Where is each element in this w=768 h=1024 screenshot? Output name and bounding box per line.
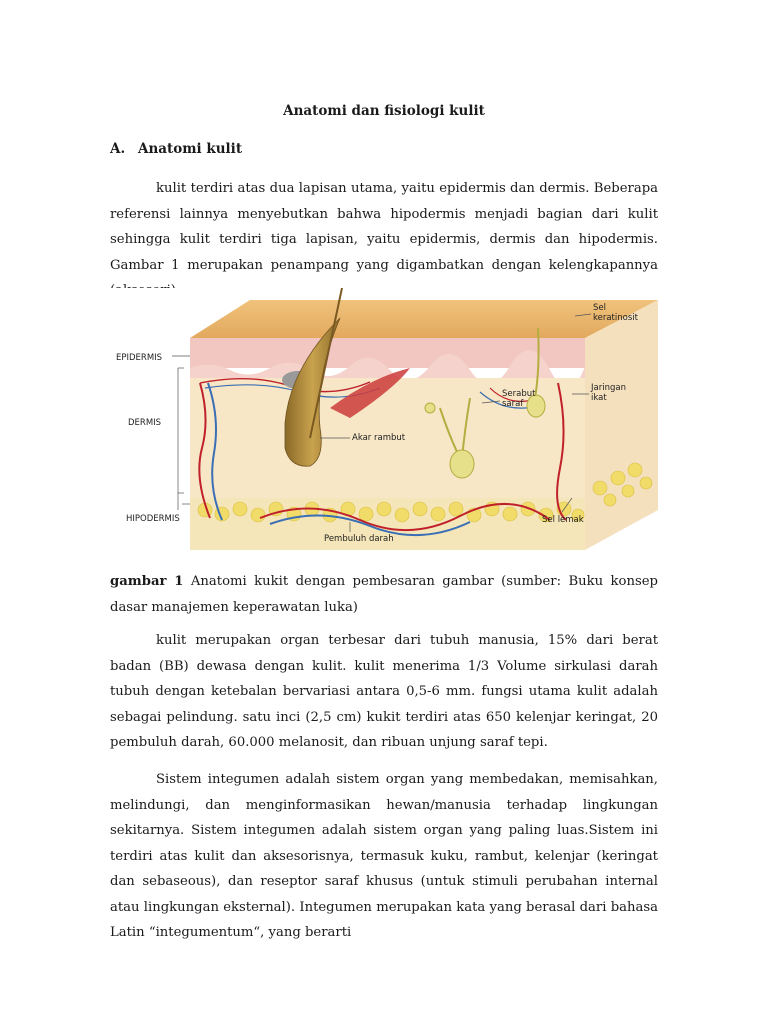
paragraph-1	[110, 176, 658, 304]
page-title: Anatomi dan fisiologi kulit	[283, 103, 485, 119]
label-jaringan-ikat-2: ikat	[591, 393, 607, 403]
paragraph-3-text: Sistem integumen adalah sistem organ yang membedakan, memisahkan, melindungi, dan menginformasikan hewan/manusia terhadap lingkungan sekitarnya. Sistem integumen adalah sistem organ yang paling luas.Sistem ini terdiri atas kulit dan aksesorisnya, termasuk kuku, rambut, kelenjar (keringat dan sebaseous), dan reseptor saraf khusus (untuk stimuli perubahan internal atau lingkungan eksternal). Integumen merupakan kata yang berasal dari bahasa Latin “integumentum“, yang berarti	[110, 772, 658, 940]
paragraph-3	[110, 767, 658, 946]
skin-anatomy-illustration	[110, 288, 658, 552]
skin-side-face	[585, 300, 658, 550]
label-epidermis: EPIDERMIS	[116, 353, 163, 363]
caption-text: Anatomi kukit dengan pembesaran gambar (sumber: Buku konsep dasar manajemen keperawatan luka)	[110, 574, 658, 615]
label-jaringan-ikat-1: Jaringan	[591, 383, 626, 393]
skin-anatomy-figure	[110, 288, 658, 552]
skin-top-surface	[190, 300, 658, 338]
label-sel-lemak: Sel lemak	[542, 515, 584, 525]
section-heading	[110, 141, 242, 157]
label-sel-keratinosit-1: Sel	[593, 303, 606, 313]
label-dermis: DERMIS	[128, 418, 162, 428]
label-hipodermis: HIPODERMIS	[126, 514, 180, 524]
label-serabut-saraf-2: saraf	[502, 399, 524, 409]
paragraph-1-text: kulit terdiri atas dua lapisan utama, yaitu epidermis dan dermis. Beberapa referensi lainnya menyebutkan bahwa hipodermis menjadi bagian dari kulit sehingga kulit terdiri tiga lapisan, yaitu epidermis, dermis dan hipodermis. Gambar 1 merupakan penampang yang digambatkan dengan kelengkapannya	[110, 181, 658, 273]
label-serabut-saraf-1: Serabut	[502, 389, 536, 399]
label-akar-rambut: Akar rambut	[352, 433, 406, 443]
label-pembuluh-darah: Pembuluh darah	[324, 534, 394, 544]
section-number: A.	[110, 141, 126, 157]
paragraph-2	[110, 628, 658, 756]
paragraph-2-text: kulit merupakan organ terbesar dari tubuh manusia, 15% dari berat badan (BB) dewasa dengan kulit. kulit menerima 1/3 Volume sirkulasi darah tubuh dengan ketebalan bervariasi antara 0,5-6 mm. fungsi utama kulit adalah sebagai pelindung. satu inci (2,5 cm) kukit terdiri atas 650 kelenjar keringat, 20 pembuluh darah, 60.000 melanosit, dan ribuan unjung saraf tepi.	[110, 633, 658, 750]
caption-label: gambar 1	[110, 574, 184, 589]
label-sel-keratinosit-2: keratinosit	[593, 313, 638, 323]
section-title: Anatomi kulit	[138, 141, 243, 157]
figure-caption	[110, 569, 658, 620]
